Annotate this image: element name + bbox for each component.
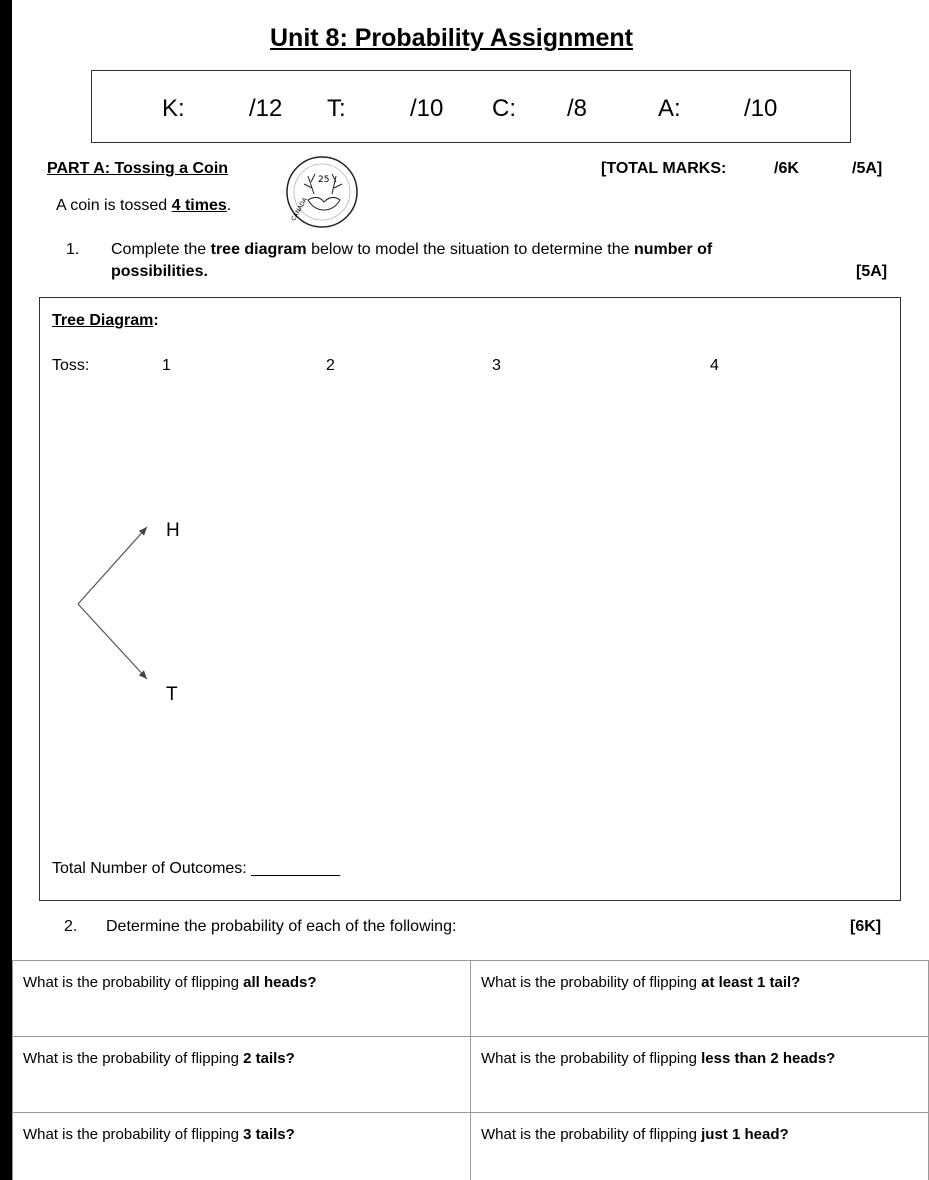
tree-tails-label: T (166, 684, 178, 705)
question-less-than-2-heads[interactable]: What is the probability of flipping less than 2 heads? (471, 1037, 929, 1113)
table-row (13, 961, 929, 1037)
toss-number-2: 2 (326, 357, 335, 374)
branch-heads (78, 527, 147, 604)
marks-k-total: /12 (249, 95, 283, 122)
total-outcomes-blank[interactable]: __________ (251, 860, 341, 877)
part-a-heading: PART A: Tossing a Coin (47, 160, 229, 177)
toss-number-4: 4 (710, 357, 719, 374)
q2-marks: [6K] (850, 918, 882, 935)
marks-a-label: A: (658, 95, 681, 122)
toss-label: Toss: (52, 357, 90, 374)
total-marks-a: /5A] (852, 160, 883, 177)
coin-icon (284, 154, 360, 230)
intro-emphasis: 4 times (171, 197, 227, 214)
marks-k-label: K: (162, 95, 185, 122)
question-just-1-head[interactable]: What is the probability of flipping just 1 head? (471, 1113, 929, 1180)
marks-summary-box (91, 70, 851, 143)
marks-a-total: /10 (744, 95, 778, 122)
q1-text-line1: Complete the tree diagram below to model the situation to determine the number of (111, 241, 713, 258)
coin-edge-text: CANADA (290, 196, 309, 223)
q1-marks: [5A] (856, 263, 888, 280)
page-title: Unit 8: Probability Assignment (270, 24, 634, 52)
coin-value: 25 (318, 175, 330, 185)
toss-number-3: 3 (492, 357, 501, 374)
worksheet-page (12, 0, 929, 1180)
marks-t-label: T: (327, 95, 346, 122)
question-at-least-1-tail[interactable]: What is the probability of flipping at least 1 tail? (471, 961, 929, 1037)
question-2-tails[interactable]: What is the probability of flipping 2 tails? (13, 1037, 471, 1113)
intro-text: A coin is tossed 4 times. (56, 197, 232, 214)
marks-c-label: C: (492, 95, 516, 122)
tree-heads-label: H (166, 520, 180, 541)
question-all-heads[interactable]: What is the probability of flipping all heads? (13, 961, 471, 1037)
q1-number: 1. (66, 241, 80, 258)
total-marks-k: /6K (774, 160, 799, 177)
probability-questions-table (12, 960, 929, 1180)
tree-diagram-box (39, 297, 901, 901)
table-row (13, 1037, 929, 1113)
tree-heading: Tree Diagram: (52, 312, 159, 329)
marks-c-total: /8 (567, 95, 588, 122)
q2-number: 2. (64, 918, 78, 935)
question-3-tails[interactable]: What is the probability of flipping 3 tails? (13, 1113, 471, 1180)
total-outcomes: Total Number of Outcomes: __________ (52, 860, 341, 877)
total-marks-label: [TOTAL MARKS: (601, 160, 727, 177)
tree-branches (40, 298, 240, 718)
q2-text: Determine the probability of each of the following: (106, 918, 457, 935)
table-row (13, 1113, 929, 1180)
marks-t-total: /10 (410, 95, 444, 122)
branch-tails (78, 604, 147, 679)
toss-number-1: 1 (162, 357, 171, 374)
q1-text-line2: possibilities. (111, 263, 208, 280)
